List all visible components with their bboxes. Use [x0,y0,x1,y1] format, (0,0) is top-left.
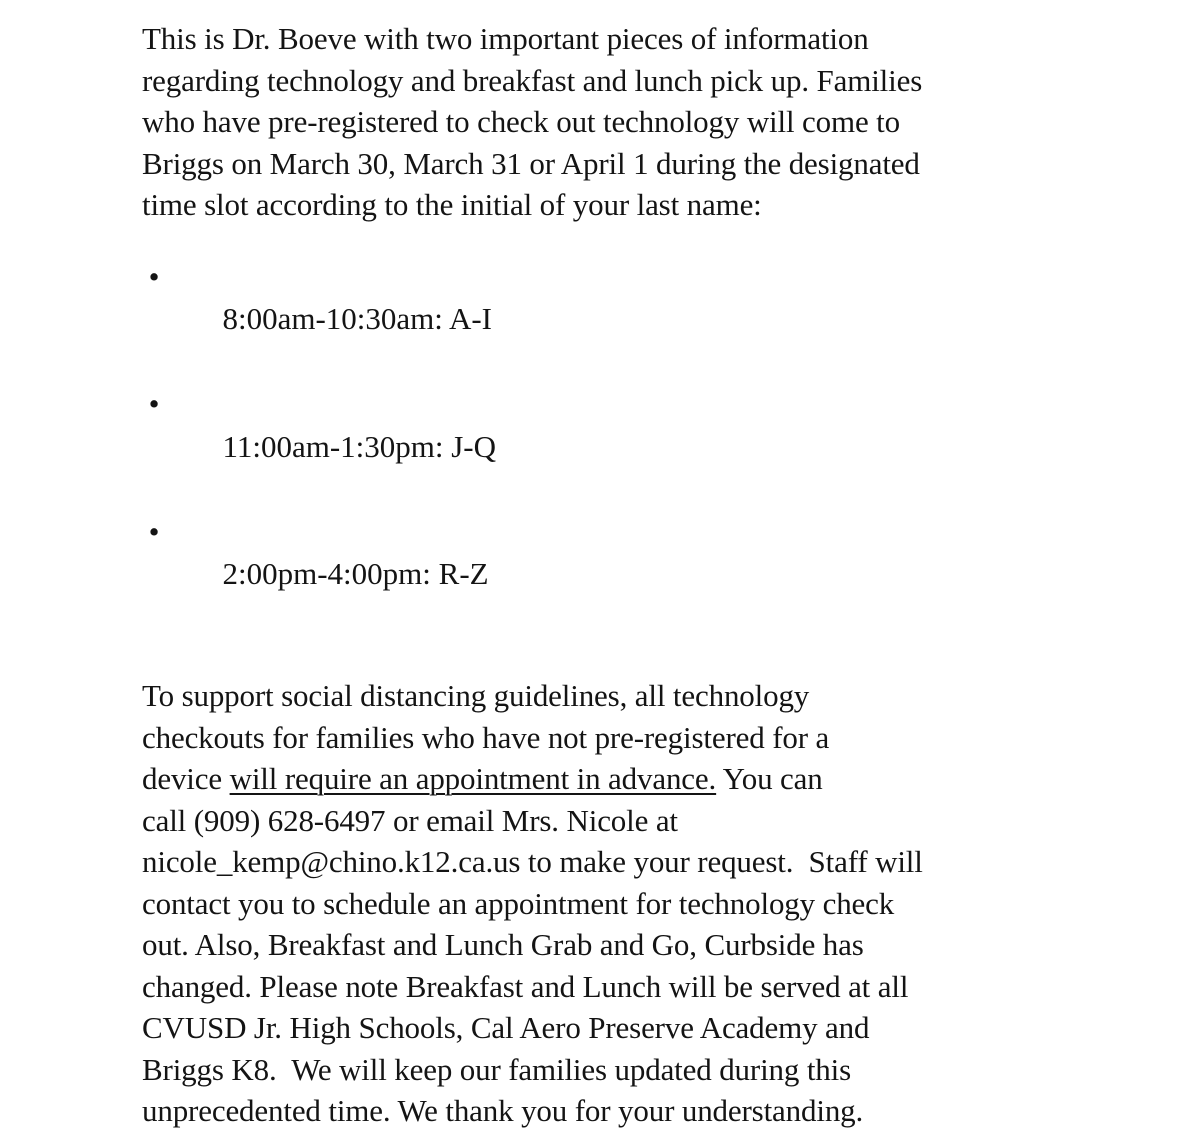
time-slot-text: 11:00am-1:30pm: J-Q [222,428,497,464]
closing-line: CVUSD Jr. High Schools, Cal Aero Preserve Academy and [142,1010,870,1045]
bullet-icon: • [148,513,160,549]
closing-line-with-emphasis [142,758,1152,800]
closing-line: call (909) 628-6497 or email Mrs. Nicole at [142,802,678,838]
intro-line: regarding technology and breakfast and lunch pick up. Families [142,62,923,98]
time-slot-text: 8:00am-10:30am: A-I [222,301,492,336]
appointment-required-notice: will require an appointment in advance. [229,761,717,796]
time-slot-text: 2:00pm-4:00pm: R-Z [222,556,489,591]
closing-line: Briggs K8. We will keep our families updated during this [142,1051,852,1087]
closing-line-suffix: You can [716,761,823,796]
time-slot-item [142,256,1152,384]
intro-line: who have pre-registered to check out technology will come to [142,104,900,139]
announcement-document [142,18,1152,1132]
closing-line: To support social distancing guidelines, all technology [142,678,810,713]
closing-line: out. Also, Breakfast and Lunch Grab and Go, Curbside has [142,927,864,962]
closing-paragraph [142,675,1152,1132]
intro-line: This is Dr. Boeve with two important pieces of information [142,21,869,56]
intro-line: Briggs on March 30, March 31 or April 1 during the designated [142,145,920,181]
bullet-icon: • [148,386,160,421]
closing-line: contact you to schedule an appointment for technology check [142,885,895,921]
closing-line-prefix: device [142,761,230,796]
bullet-icon: • [148,258,160,294]
time-slot-item [142,511,1152,639]
time-slot-list [142,256,1152,639]
intro-line: time slot according to the initial of your last name: [142,187,762,222]
closing-line: changed. Please note Breakfast and Lunch will be served at all [142,968,909,1004]
paragraph-spacer [142,638,1152,675]
closing-line: unprecedented time. We thank you for your understanding. [142,1093,864,1128]
closing-line-email: nicole_kemp@chino.k12.ca.us to make your request. Staff will [142,844,923,879]
time-slot-item [142,383,1152,511]
closing-line: checkouts for families who have not pre-registered for a [142,719,830,755]
intro-paragraph [142,18,1152,226]
paragraph-spacer [142,226,1152,256]
